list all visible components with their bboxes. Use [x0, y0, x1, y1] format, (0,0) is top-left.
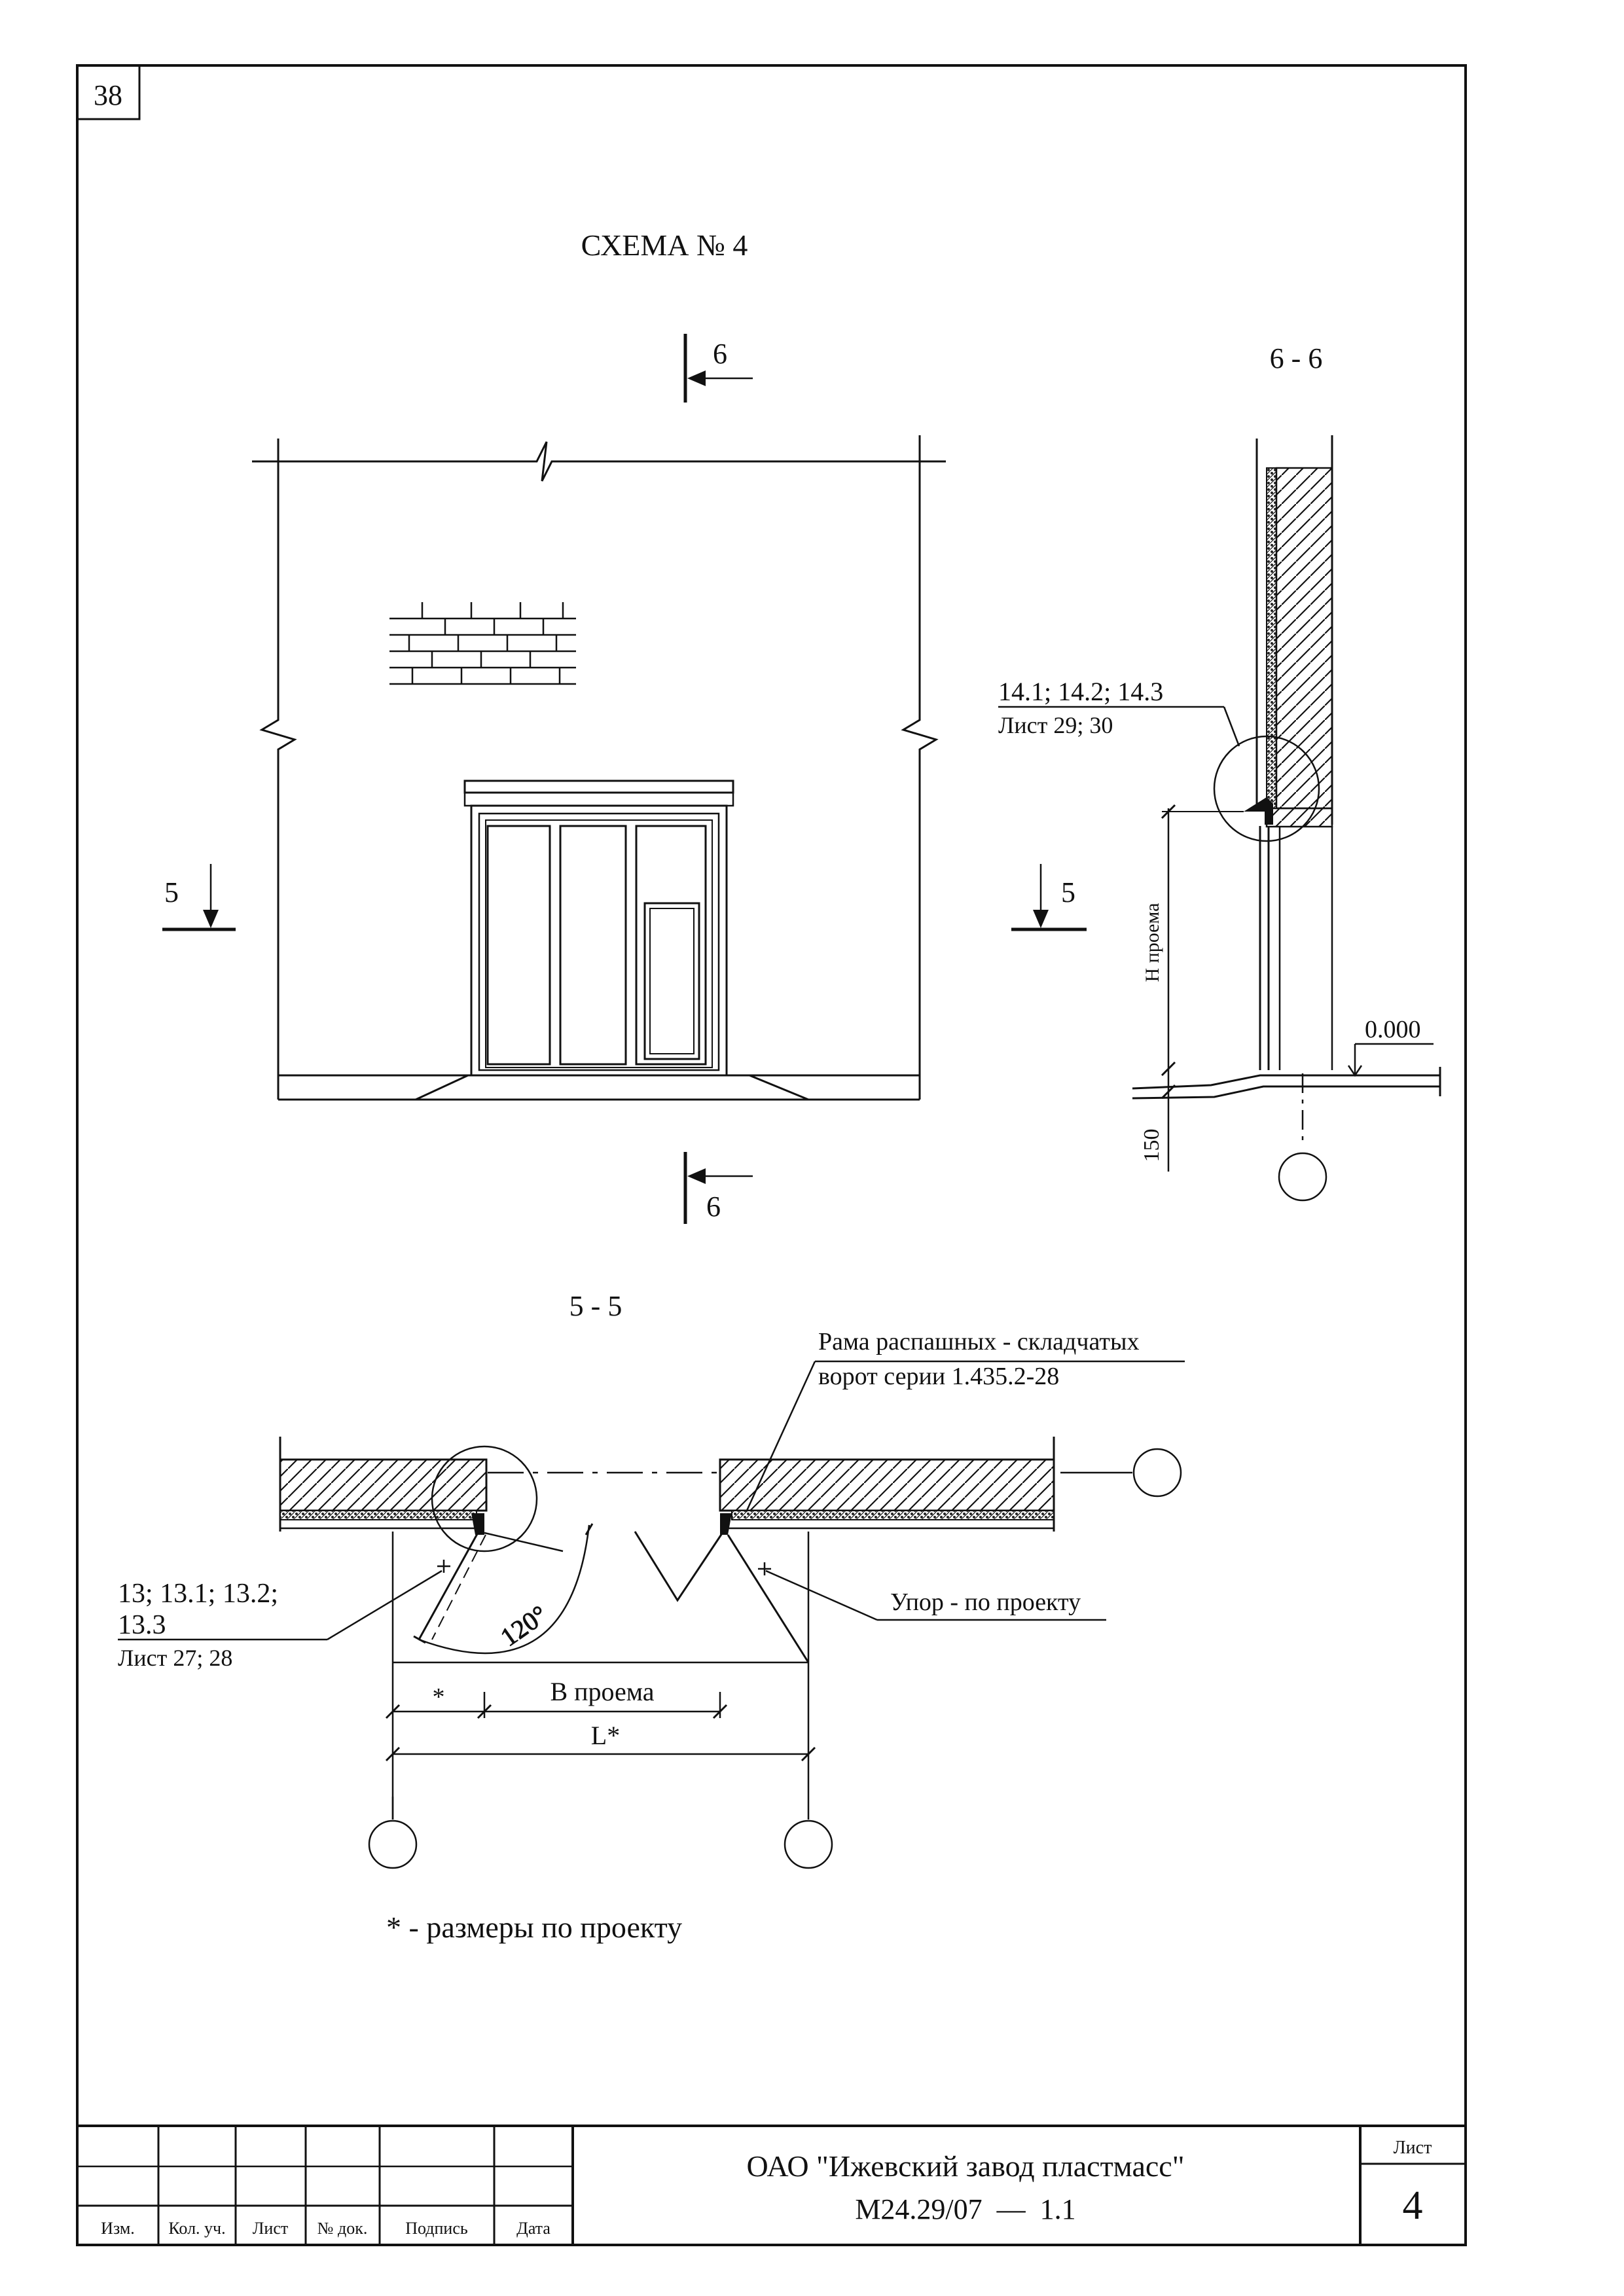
- gate-leaves-plan: [414, 1524, 808, 1662]
- section-6-label-top: 6: [713, 338, 727, 370]
- page-number-box: [77, 65, 139, 119]
- page-number: 38: [94, 79, 122, 111]
- section-6-marker-bottom: [685, 1152, 753, 1224]
- wall-plan-right: [720, 1437, 1054, 1535]
- left-wall-edge: [262, 439, 295, 1100]
- axis-bubble-55-left: [369, 1821, 416, 1868]
- floor-section-66: [1132, 1016, 1440, 1098]
- stop-note-label: Упор - по проекту: [890, 1588, 1081, 1616]
- tb-col-date: Дата: [516, 2219, 550, 2238]
- tb-col-doc-no: № док.: [317, 2219, 368, 2238]
- frame-note-line1: Рама распашных - складчатых: [818, 1328, 1140, 1355]
- right-wall-edge: [903, 435, 936, 1100]
- top-break-line: [252, 442, 946, 481]
- tb-col-list: Лист: [252, 2219, 289, 2238]
- callout-nodes-13-line2: 13.3: [118, 1610, 166, 1640]
- tb-col-izm: Изм.: [101, 2219, 135, 2238]
- sheet-frame: [77, 65, 1466, 2245]
- dim-L-label: L*: [590, 1721, 621, 1750]
- section-5-label-right: 5: [1061, 876, 1075, 908]
- section-6-6: [998, 342, 1440, 1200]
- dim-150-label: 150: [1140, 1128, 1164, 1162]
- section-5-5: [118, 1290, 1185, 1868]
- axis-bubble-55-mid: [785, 1821, 832, 1868]
- section-5-5-title: 5 - 5: [569, 1290, 623, 1322]
- floor-lines: [278, 1075, 920, 1100]
- callout-nodes-14: 14.1; 14.2; 14.3: [998, 677, 1164, 706]
- callout-sheets-14: Лист 29; 30: [998, 712, 1113, 738]
- section-5-marker-right: [1011, 864, 1087, 929]
- tb-sheet-label: Лист: [1393, 2138, 1432, 2158]
- section-6-marker-top: [685, 334, 753, 403]
- axis-bubble-55-right: [1134, 1449, 1181, 1496]
- stop-note: [766, 1571, 1106, 1620]
- tb-organization: ОАО "Ижевский завод пластмасс": [746, 2149, 1185, 2183]
- frame-note-line2: ворот серии 1.435.2-28: [818, 1363, 1060, 1390]
- brick-pattern: [389, 602, 576, 684]
- gate-frame: [465, 781, 733, 1075]
- wall-plan-left: [280, 1437, 486, 1535]
- angle-label: 120°: [495, 1599, 553, 1653]
- footnote: * - размеры по проекту: [386, 1910, 683, 1944]
- tb-col-kol-uch: Кол. уч.: [168, 2219, 226, 2238]
- section-6-label-bottom: 6: [706, 1191, 721, 1223]
- section-5-label-left: 5: [164, 876, 179, 908]
- callout-nodes-13-line1: 13; 13.1; 13.2;: [118, 1579, 279, 1609]
- tb-sheet-number: 4: [1402, 2183, 1423, 2228]
- section-6-6-title: 6 - 6: [1269, 342, 1323, 374]
- tb-col-signature: Подпись: [405, 2219, 468, 2238]
- dim-height-label: Н проема: [1142, 903, 1163, 982]
- section-5-marker-left: [162, 864, 236, 929]
- dim-star-label: *: [432, 1683, 445, 1711]
- front-elevation: [252, 435, 946, 1100]
- dim-width-label: В проема: [550, 1677, 655, 1706]
- callout-sheets-13: Лист 27; 28: [118, 1645, 233, 1671]
- axis-bubble-66: [1279, 1153, 1326, 1200]
- level-mark-0000: 0.000: [1365, 1016, 1421, 1043]
- tb-document-code: М24.29/07 — 1.1: [855, 2193, 1076, 2225]
- dim-height-66: [1140, 805, 1244, 1172]
- scheme-title: СХЕМА № 4: [581, 228, 748, 262]
